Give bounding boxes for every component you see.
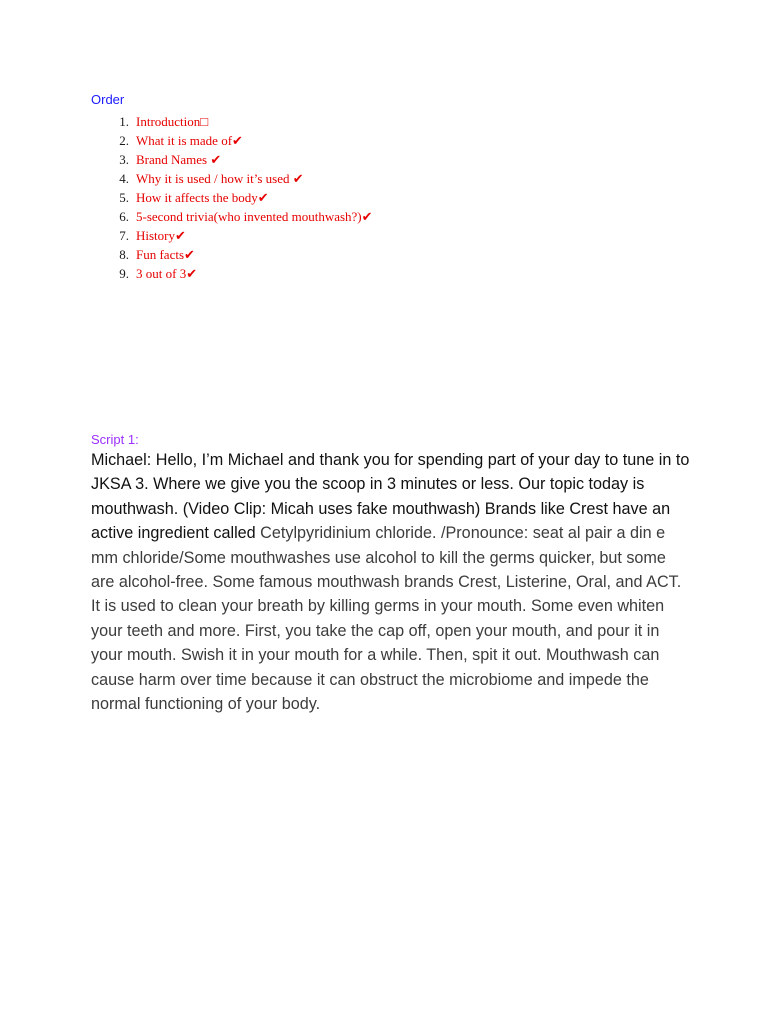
- list-number: 9 .: [111, 264, 129, 283]
- list-item: [119, 226, 373, 245]
- checkmark-icon: ✔: [232, 133, 243, 148]
- list-item-text: Introduction: [136, 114, 201, 129]
- list-number: 8 .: [111, 245, 129, 264]
- checkmark-icon: ✔: [257, 190, 269, 205]
- list-item: [119, 188, 373, 207]
- list-item: [119, 207, 373, 226]
- checkmark-icon: ✔: [184, 247, 195, 262]
- list-item-text: 3 out of 3: [136, 266, 187, 281]
- list-number: 2 .: [111, 131, 129, 150]
- list-item-text: Why it is used / how it’s used: [136, 171, 293, 186]
- script-paragraph: [91, 448, 691, 716]
- checkmark-icon: ✔: [292, 171, 304, 186]
- list-item-text: History: [136, 228, 175, 243]
- list-item: [119, 245, 373, 264]
- checkmark-icon: ✔: [361, 209, 373, 224]
- list-item: [119, 150, 373, 169]
- list-number: 5 .: [111, 188, 129, 207]
- list-number: 4 .: [111, 169, 129, 188]
- checkmark-icon: ✔: [175, 228, 186, 243]
- order-list: [119, 112, 373, 283]
- script-text-part1: Michael: Hello, I’m Michael and thank you for spending part of your day to tune in to JKSA 3. Where we give you the scoop in 3 minutes or less. Our topic today is mouthwash. (Video Clip: Micah uses fake mouthwash) Brands like Crest have an active ingredient called: [91, 451, 690, 543]
- list-number: 7 .: [111, 226, 129, 245]
- list-item-text: Fun facts: [136, 247, 185, 262]
- script-text-part3: Listerine, Oral, and ACT. It is used to clean your breath by killing germs in your mouth. Some even whiten your teeth and more. First, you take the cap off, open your mouth, and pour it in your mouth. Swish it in your mouth for a while. Then, spit it out. Mouthwash can cause harm over time because it can obstruct the microbiome and impede the normal functioning of your body.: [91, 573, 682, 714]
- list-number: 6 .: [111, 207, 129, 226]
- list-item-text: Brand Names: [136, 152, 211, 167]
- list-number: 3 .: [111, 150, 129, 169]
- list-item-text: 5-second trivia(who invented mouthwash?): [136, 209, 362, 224]
- checkmark-icon: ✔: [186, 266, 198, 281]
- list-item: [119, 264, 373, 283]
- checkmark-icon: ✔: [210, 152, 222, 167]
- order-heading: Order: [91, 92, 125, 107]
- script-text-part2: Cetylpyridinium chloride. /Pronounce: seat al pair a din e mm chloride/Some mouthwashes use alcohol to kill the germs quicker, but some are alcohol-free. Some famous mouthwash brands Crest,: [91, 524, 666, 592]
- list-item: [119, 131, 373, 150]
- list-item: [119, 169, 373, 188]
- list-item: [119, 112, 373, 131]
- list-number: 1 .: [111, 112, 129, 131]
- list-item-text: What it is made of: [136, 133, 233, 148]
- box-icon: □: [200, 114, 209, 129]
- script-heading: Script 1:: [91, 432, 139, 447]
- list-item-text: How it affects the body: [136, 190, 258, 205]
